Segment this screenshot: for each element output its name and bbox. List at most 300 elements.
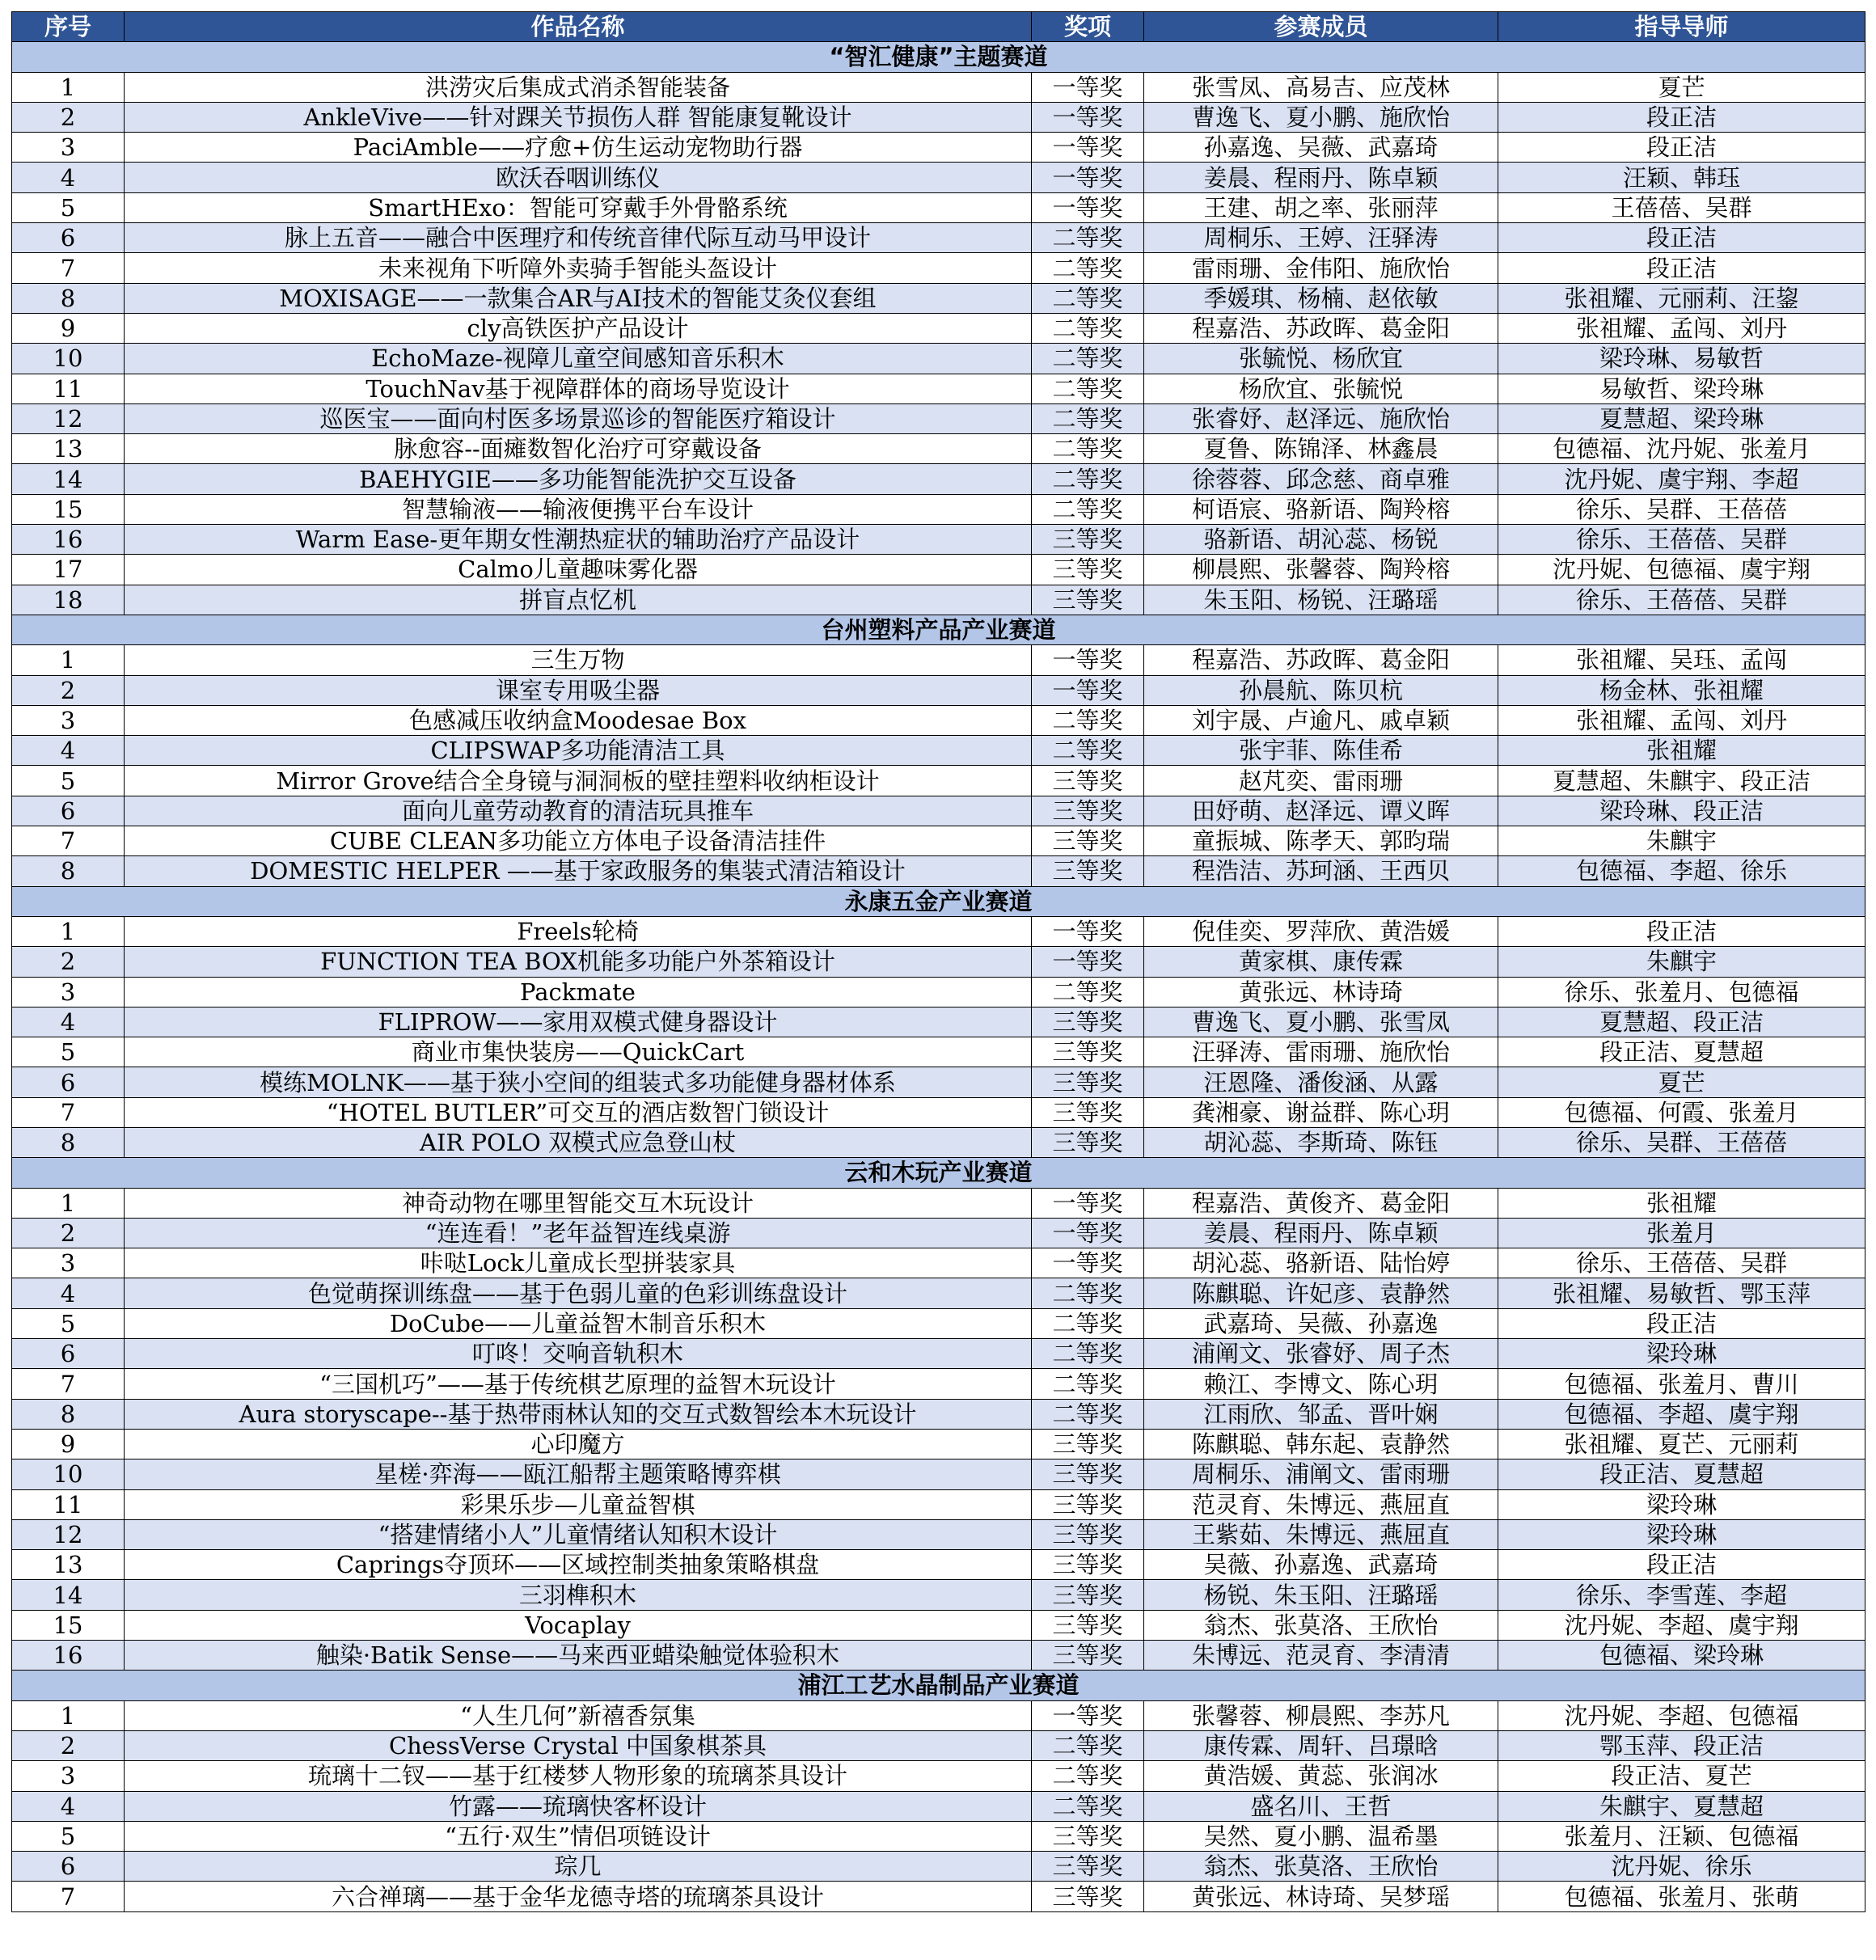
cell-work-title: 智慧输液——输液便携平台车设计 xyxy=(125,494,1032,524)
cell-members: 胡沁蕊、李斯琦、陈钰 xyxy=(1144,1127,1498,1157)
cell-work-title: 色感减压收纳盒Moodesae Box xyxy=(125,705,1032,735)
cell-members: 黄张远、林诗琦、吴梦瑶 xyxy=(1144,1882,1498,1911)
table-row xyxy=(12,1730,1865,1760)
cell-award: 二等奖 xyxy=(1032,283,1144,313)
cell-index: 18 xyxy=(12,585,125,615)
cell-work-title: CUBE CLEAN多功能立方体电子设备清洁挂件 xyxy=(125,826,1032,856)
cell-index: 12 xyxy=(12,1519,125,1549)
cell-members: 张毓悦、杨欣宜 xyxy=(1144,344,1498,374)
cell-award: 三等奖 xyxy=(1032,1489,1144,1519)
table-row xyxy=(12,977,1865,1007)
cell-index: 1 xyxy=(12,645,125,675)
cell-work-title: “三国机巧”——基于传统棋艺原理的益智木玩设计 xyxy=(125,1369,1032,1399)
table-row xyxy=(12,313,1865,343)
cell-mentors: 张祖耀、吴珏、孟闯 xyxy=(1498,645,1865,675)
cell-members: 康传霖、周轩、吕璟晗 xyxy=(1144,1730,1498,1760)
table-row xyxy=(12,464,1865,494)
cell-work-title: FLIPROW——家用双模式健身器设计 xyxy=(125,1007,1032,1037)
cell-award: 三等奖 xyxy=(1032,1127,1144,1157)
cell-mentors: 张祖耀、孟闯、刘丹 xyxy=(1498,705,1865,735)
cell-mentors: 包德福、梁玲琳 xyxy=(1498,1641,1865,1671)
table-row xyxy=(12,1852,1865,1882)
cell-index: 11 xyxy=(12,374,125,403)
cell-award: 二等奖 xyxy=(1032,1791,1144,1821)
cell-members: 王紫茹、朱博远、燕屈直 xyxy=(1144,1519,1498,1549)
header-mentors: 指导导师 xyxy=(1498,12,1865,42)
cell-work-title: BAEHYGIE——多功能智能洗护交互设备 xyxy=(125,464,1032,494)
cell-members: 范灵育、朱博远、燕屈直 xyxy=(1144,1489,1498,1519)
section-title: 云和木玩产业赛道 xyxy=(12,1158,1865,1188)
cell-index: 1 xyxy=(12,72,125,102)
cell-mentors: 张祖耀 xyxy=(1498,1188,1865,1218)
cell-index: 7 xyxy=(12,826,125,856)
table-row xyxy=(12,1791,1865,1821)
cell-mentors: 徐乐、王蓓蓓、吴群 xyxy=(1498,1248,1865,1278)
table-row xyxy=(12,1007,1865,1037)
cell-members: 雷雨珊、金伟阳、施欣怡 xyxy=(1144,253,1498,283)
cell-award: 二等奖 xyxy=(1032,223,1144,253)
cell-mentors: 段正洁 xyxy=(1498,1308,1865,1338)
cell-index: 10 xyxy=(12,344,125,374)
cell-award: 三等奖 xyxy=(1032,1097,1144,1127)
cell-mentors: 易敏哲、梁玲琳 xyxy=(1498,374,1865,403)
cell-members: 倪佳奕、罗萍欣、黄浩媛 xyxy=(1144,916,1498,946)
cell-members: 王建、胡之率、张丽萍 xyxy=(1144,192,1498,222)
cell-award: 一等奖 xyxy=(1032,1218,1144,1248)
cell-award: 二等奖 xyxy=(1032,1369,1144,1399)
cell-award: 三等奖 xyxy=(1032,766,1144,796)
cell-members: 张雪凤、高易吉、应茂林 xyxy=(1144,72,1498,102)
table-row xyxy=(12,283,1865,313)
cell-members: 夏鲁、陈锦泽、林鑫晨 xyxy=(1144,434,1498,464)
cell-members: 孙嘉逸、吴薇、武嘉琦 xyxy=(1144,133,1498,163)
cell-members: 江雨欣、邹孟、晋叶娴 xyxy=(1144,1399,1498,1429)
cell-work-title: 三羽榫积木 xyxy=(125,1580,1032,1610)
table-row xyxy=(12,1369,1865,1399)
cell-members: 陈麒聪、韩东起、袁静然 xyxy=(1144,1429,1498,1459)
cell-mentors: 梁玲琳 xyxy=(1498,1489,1865,1519)
cell-mentors: 张羞月 xyxy=(1498,1218,1865,1248)
cell-award: 一等奖 xyxy=(1032,163,1144,192)
cell-award: 二等奖 xyxy=(1032,494,1144,524)
table-row xyxy=(12,796,1865,826)
cell-work-title: TouchNav基于视障群体的商场导览设计 xyxy=(125,374,1032,403)
cell-members: 田妤萌、赵泽远、谭义晖 xyxy=(1144,796,1498,826)
cell-mentors: 梁玲琳 xyxy=(1498,1519,1865,1549)
cell-work-title: 咔哒Lock儿童成长型拼装家具 xyxy=(125,1248,1032,1278)
table-row xyxy=(12,1248,1865,1278)
cell-work-title: 模练MOLNK——基于狭小空间的组装式多功能健身器材体系 xyxy=(125,1067,1032,1097)
cell-members: 柯语宸、骆新语、陶羚榕 xyxy=(1144,494,1498,524)
cell-work-title: AIR POLO 双模式应急登山杖 xyxy=(125,1127,1032,1157)
cell-work-title: Mirror Grove结合全身镜与洞洞板的壁挂塑料收纳柜设计 xyxy=(125,766,1032,796)
section-title: “智汇健康”主题赛道 xyxy=(12,42,1865,72)
cell-work-title: DOMESTIC HELPER ——基于家政服务的集装式清洁箱设计 xyxy=(125,856,1032,886)
cell-members: 汪恩隆、潘俊涵、从露 xyxy=(1144,1067,1498,1097)
cell-index: 14 xyxy=(12,464,125,494)
cell-mentors: 夏慧超、朱麒宇、段正洁 xyxy=(1498,766,1865,796)
cell-mentors: 梁玲琳、易敏哲 xyxy=(1498,344,1865,374)
cell-work-title: DoCube——儿童益智木制音乐积木 xyxy=(125,1308,1032,1338)
cell-award: 一等奖 xyxy=(1032,1700,1144,1730)
cell-award: 一等奖 xyxy=(1032,133,1144,163)
cell-index: 14 xyxy=(12,1580,125,1610)
cell-work-title: 色觉萌探训练盘——基于色弱儿童的色彩训练盘设计 xyxy=(125,1278,1032,1308)
section-header-row xyxy=(12,42,1865,72)
cell-index: 8 xyxy=(12,283,125,313)
cell-award: 二等奖 xyxy=(1032,464,1144,494)
cell-index: 3 xyxy=(12,705,125,735)
cell-members: 张宇菲、陈佳希 xyxy=(1144,736,1498,766)
table-row xyxy=(12,1519,1865,1549)
cell-index: 2 xyxy=(12,1730,125,1760)
cell-award: 一等奖 xyxy=(1032,1248,1144,1278)
cell-members: 武嘉琦、吴薇、孙嘉逸 xyxy=(1144,1308,1498,1338)
cell-index: 6 xyxy=(12,796,125,826)
cell-members: 张馨蓉、柳晨熙、李苏凡 xyxy=(1144,1700,1498,1730)
cell-members: 程浩洁、苏珂涵、王西贝 xyxy=(1144,856,1498,886)
cell-index: 1 xyxy=(12,916,125,946)
cell-award: 二等奖 xyxy=(1032,1308,1144,1338)
table-row xyxy=(12,1459,1865,1489)
cell-members: 朱博远、范灵育、李清清 xyxy=(1144,1641,1498,1671)
table-row xyxy=(12,1610,1865,1640)
cell-mentors: 沈丹妮、徐乐 xyxy=(1498,1852,1865,1882)
cell-work-title: Packmate xyxy=(125,977,1032,1007)
cell-members: 盛名川、王哲 xyxy=(1144,1791,1498,1821)
cell-award: 二等奖 xyxy=(1032,253,1144,283)
cell-members: 黄家棋、康传霖 xyxy=(1144,947,1498,977)
cell-members: 周桐乐、王婷、汪驿涛 xyxy=(1144,223,1498,253)
cell-award: 二等奖 xyxy=(1032,1399,1144,1429)
cell-work-title: 触染·Batik Sense——马来西亚蜡染触觉体验积木 xyxy=(125,1641,1032,1671)
cell-members: 吴薇、孙嘉逸、武嘉琦 xyxy=(1144,1550,1498,1580)
table-row xyxy=(12,856,1865,886)
cell-members: 翁杰、张莫洛、王欣怡 xyxy=(1144,1610,1498,1640)
table-row xyxy=(12,1580,1865,1610)
cell-index: 9 xyxy=(12,313,125,343)
cell-mentors: 杨金林、张祖耀 xyxy=(1498,675,1865,705)
cell-work-title: 竹露——琉璃快客杯设计 xyxy=(125,1791,1032,1821)
section-title: 永康五金产业赛道 xyxy=(12,886,1865,916)
cell-mentors: 张祖耀、孟闯、刘丹 xyxy=(1498,313,1865,343)
cell-index: 15 xyxy=(12,494,125,524)
table-row xyxy=(12,555,1865,585)
table-row xyxy=(12,344,1865,374)
cell-index: 3 xyxy=(12,1761,125,1791)
cell-mentors: 张祖耀、元丽莉、汪鋆 xyxy=(1498,283,1865,313)
cell-mentors: 段正洁、夏芒 xyxy=(1498,1761,1865,1791)
cell-index: 8 xyxy=(12,1127,125,1157)
cell-index: 16 xyxy=(12,1641,125,1671)
cell-work-title: 巡医宝——面向村医多场景巡诊的智能医疗箱设计 xyxy=(125,403,1032,433)
cell-work-title: Vocaplay xyxy=(125,1610,1032,1640)
cell-work-title: “HOTEL BUTLER”可交互的酒店数智门锁设计 xyxy=(125,1097,1032,1127)
section-header-row xyxy=(12,615,1865,644)
cell-award: 三等奖 xyxy=(1032,1459,1144,1489)
cell-work-title: “人生几何”新禧香氛集 xyxy=(125,1700,1032,1730)
cell-mentors: 王蓓蓓、吴群 xyxy=(1498,192,1865,222)
cell-award: 二等奖 xyxy=(1032,736,1144,766)
cell-mentors: 张祖耀、夏芒、元丽莉 xyxy=(1498,1429,1865,1459)
cell-mentors: 段正洁 xyxy=(1498,253,1865,283)
cell-award: 三等奖 xyxy=(1032,585,1144,615)
cell-work-title: PaciAmble——疗愈+仿生运动宠物助行器 xyxy=(125,133,1032,163)
cell-index: 10 xyxy=(12,1459,125,1489)
cell-index: 3 xyxy=(12,1248,125,1278)
cell-mentors: 段正洁 xyxy=(1498,223,1865,253)
cell-award: 二等奖 xyxy=(1032,403,1144,433)
cell-work-title: Warm Ease-更年期女性潮热症状的辅助治疗产品设计 xyxy=(125,525,1032,555)
table-row xyxy=(12,705,1865,735)
cell-index: 3 xyxy=(12,133,125,163)
table-row xyxy=(12,1761,1865,1791)
table-row xyxy=(12,525,1865,555)
cell-award: 三等奖 xyxy=(1032,1007,1144,1037)
cell-mentors: 段正洁 xyxy=(1498,133,1865,163)
cell-index: 4 xyxy=(12,163,125,192)
cell-award: 三等奖 xyxy=(1032,1882,1144,1911)
cell-award: 一等奖 xyxy=(1032,72,1144,102)
cell-mentors: 朱麒宇 xyxy=(1498,947,1865,977)
cell-work-title: CLIPSWAP多功能清洁工具 xyxy=(125,736,1032,766)
cell-mentors: 夏慧超、梁玲琳 xyxy=(1498,403,1865,433)
cell-award: 一等奖 xyxy=(1032,916,1144,946)
cell-mentors: 徐乐、王蓓蓓、吴群 xyxy=(1498,525,1865,555)
cell-work-title: “连连看！”老年益智连线桌游 xyxy=(125,1218,1032,1248)
cell-award: 二等奖 xyxy=(1032,1278,1144,1308)
cell-mentors: 段正洁 xyxy=(1498,102,1865,132)
table-row xyxy=(12,163,1865,192)
table-row xyxy=(12,223,1865,253)
cell-award: 二等奖 xyxy=(1032,344,1144,374)
table-row xyxy=(12,1067,1865,1097)
table-row xyxy=(12,1429,1865,1459)
cell-award: 三等奖 xyxy=(1032,555,1144,585)
cell-members: 胡沁蕊、骆新语、陆怡婷 xyxy=(1144,1248,1498,1278)
cell-index: 6 xyxy=(12,223,125,253)
cell-members: 黄浩媛、黄蕊、张润冰 xyxy=(1144,1761,1498,1791)
cell-members: 杨锐、朱玉阳、汪璐瑶 xyxy=(1144,1580,1498,1610)
section-header-row xyxy=(12,1158,1865,1188)
cell-index: 2 xyxy=(12,675,125,705)
cell-award: 一等奖 xyxy=(1032,645,1144,675)
cell-work-title: cly高铁医护产品设计 xyxy=(125,313,1032,343)
cell-mentors: 夏慧超、段正洁 xyxy=(1498,1007,1865,1037)
cell-mentors: 张祖耀、易敏哲、鄂玉萍 xyxy=(1498,1278,1865,1308)
table-row xyxy=(12,72,1865,102)
cell-index: 8 xyxy=(12,1399,125,1429)
cell-work-title: 彩果乐步—儿童益智棋 xyxy=(125,1489,1032,1519)
cell-work-title: 未来视角下听障外卖骑手智能头盔设计 xyxy=(125,253,1032,283)
cell-index: 2 xyxy=(12,1218,125,1248)
cell-award: 一等奖 xyxy=(1032,192,1144,222)
cell-mentors: 沈丹妮、李超、包德福 xyxy=(1498,1700,1865,1730)
cell-work-title: 面向儿童劳动教育的清洁玩具推车 xyxy=(125,796,1032,826)
table-row xyxy=(12,494,1865,524)
cell-members: 翁杰、张莫洛、王欣怡 xyxy=(1144,1852,1498,1882)
cell-index: 5 xyxy=(12,1821,125,1851)
table-row xyxy=(12,1882,1865,1911)
table-row xyxy=(12,1399,1865,1429)
table-row xyxy=(12,1641,1865,1671)
cell-members: 朱玉阳、杨锐、汪璐瑶 xyxy=(1144,585,1498,615)
cell-award: 三等奖 xyxy=(1032,1037,1144,1067)
cell-work-title: AnkleVive——针对踝关节损伤人群 智能康复靴设计 xyxy=(125,102,1032,132)
cell-members: 吴然、夏小鹏、温希墨 xyxy=(1144,1821,1498,1851)
table-row xyxy=(12,1821,1865,1851)
cell-work-title: 拼盲点忆机 xyxy=(125,585,1032,615)
cell-mentors: 张羞月、汪颖、包德福 xyxy=(1498,1821,1865,1851)
cell-work-title: SmartHExo：智能可穿戴手外骨骼系统 xyxy=(125,192,1032,222)
cell-work-title: 三生万物 xyxy=(125,645,1032,675)
cell-index: 6 xyxy=(12,1339,125,1369)
cell-mentors: 沈丹妮、虞宇翔、李超 xyxy=(1498,464,1865,494)
cell-mentors: 段正洁、夏慧超 xyxy=(1498,1037,1865,1067)
table-row xyxy=(12,253,1865,283)
table-row xyxy=(12,1218,1865,1248)
table-row xyxy=(12,1339,1865,1369)
cell-award: 一等奖 xyxy=(1032,947,1144,977)
cell-mentors: 段正洁 xyxy=(1498,916,1865,946)
cell-work-title: 心印魔方 xyxy=(125,1429,1032,1459)
cell-index: 4 xyxy=(12,1278,125,1308)
cell-award: 三等奖 xyxy=(1032,1550,1144,1580)
section-title: 台州塑料产品产业赛道 xyxy=(12,615,1865,644)
cell-members: 周桐乐、浦阐文、雷雨珊 xyxy=(1144,1459,1498,1489)
cell-award: 二等奖 xyxy=(1032,1761,1144,1791)
cell-index: 15 xyxy=(12,1610,125,1640)
cell-members: 浦阐文、张睿妤、周子杰 xyxy=(1144,1339,1498,1369)
cell-work-title: 叮咚！交响音轨积木 xyxy=(125,1339,1032,1369)
cell-index: 4 xyxy=(12,1007,125,1037)
cell-index: 5 xyxy=(12,766,125,796)
cell-work-title: 脉愈容--面瘫数智化治疗可穿戴设备 xyxy=(125,434,1032,464)
table-row xyxy=(12,1037,1865,1067)
cell-work-title: “五行·双生”情侣项链设计 xyxy=(125,1821,1032,1851)
cell-award: 三等奖 xyxy=(1032,1821,1144,1851)
table-row xyxy=(12,766,1865,796)
table-row xyxy=(12,736,1865,766)
cell-members: 季媛琪、杨楠、赵依敏 xyxy=(1144,283,1498,313)
cell-award: 三等奖 xyxy=(1032,1429,1144,1459)
cell-award: 三等奖 xyxy=(1032,796,1144,826)
section-header-row xyxy=(12,886,1865,916)
cell-work-title: ChessVerse Crystal 中国象棋茶具 xyxy=(125,1730,1032,1760)
table-row xyxy=(12,916,1865,946)
section-title: 浦江工艺水晶制品产业赛道 xyxy=(12,1671,1865,1700)
cell-index: 3 xyxy=(12,977,125,1007)
cell-members: 徐蓉蓉、邱念慈、商卓雅 xyxy=(1144,464,1498,494)
table-row xyxy=(12,403,1865,433)
cell-index: 7 xyxy=(12,253,125,283)
cell-work-title: 琮几 xyxy=(125,1852,1032,1882)
cell-mentors: 张祖耀 xyxy=(1498,736,1865,766)
cell-members: 曹逸飞、夏小鹏、张雪凤 xyxy=(1144,1007,1498,1037)
header-index: 序号 xyxy=(12,12,125,42)
cell-members: 刘宇晟、卢逾凡、戚卓颖 xyxy=(1144,705,1498,735)
cell-mentors: 夏芒 xyxy=(1498,72,1865,102)
cell-mentors: 夏芒 xyxy=(1498,1067,1865,1097)
table-row xyxy=(12,434,1865,464)
table-row xyxy=(12,1489,1865,1519)
cell-award: 三等奖 xyxy=(1032,1067,1144,1097)
cell-work-title: 课室专用吸尘器 xyxy=(125,675,1032,705)
cell-work-title: 欧沃吞咽训练仪 xyxy=(125,163,1032,192)
cell-index: 4 xyxy=(12,1791,125,1821)
cell-work-title: FUNCTION TEA BOX机能多功能户外茶箱设计 xyxy=(125,947,1032,977)
cell-award: 三等奖 xyxy=(1032,1519,1144,1549)
table-row xyxy=(12,1188,1865,1218)
cell-index: 7 xyxy=(12,1369,125,1399)
cell-award: 三等奖 xyxy=(1032,1580,1144,1610)
cell-members: 姜晨、程雨丹、陈卓颖 xyxy=(1144,1218,1498,1248)
cell-work-title: 六合禅璃——基于金华龙德寺塔的琉璃茶具设计 xyxy=(125,1882,1032,1911)
cell-mentors: 包德福、张羞月、张萌 xyxy=(1498,1882,1865,1911)
cell-mentors: 梁玲琳 xyxy=(1498,1339,1865,1369)
header-row xyxy=(12,12,1865,42)
cell-index: 9 xyxy=(12,1429,125,1459)
cell-award: 三等奖 xyxy=(1032,1641,1144,1671)
cell-index: 11 xyxy=(12,1489,125,1519)
cell-members: 杨欣宜、张毓悦 xyxy=(1144,374,1498,403)
cell-mentors: 朱麒宇、夏慧超 xyxy=(1498,1791,1865,1821)
table-row xyxy=(12,826,1865,856)
cell-members: 陈麒聪、许妃彦、袁静然 xyxy=(1144,1278,1498,1308)
cell-index: 7 xyxy=(12,1097,125,1127)
cell-award: 二等奖 xyxy=(1032,1339,1144,1369)
cell-work-title: Freels轮椅 xyxy=(125,916,1032,946)
cell-members: 赖江、李博文、陈心玥 xyxy=(1144,1369,1498,1399)
cell-mentors: 段正洁 xyxy=(1498,1550,1865,1580)
cell-members: 赵芃奕、雷雨珊 xyxy=(1144,766,1498,796)
cell-index: 1 xyxy=(12,1188,125,1218)
cell-award: 一等奖 xyxy=(1032,1188,1144,1218)
cell-work-title: 商业市集快装房——QuickCart xyxy=(125,1037,1032,1067)
table-row xyxy=(12,585,1865,615)
table-row xyxy=(12,675,1865,705)
cell-members: 童振城、陈孝天、郭昀瑞 xyxy=(1144,826,1498,856)
table-row xyxy=(12,1278,1865,1308)
header-award: 奖项 xyxy=(1032,12,1144,42)
cell-mentors: 包德福、何霞、张羞月 xyxy=(1498,1097,1865,1127)
cell-mentors: 包德福、张羞月、曹川 xyxy=(1498,1369,1865,1399)
cell-index: 8 xyxy=(12,856,125,886)
cell-award: 二等奖 xyxy=(1032,977,1144,1007)
cell-award: 三等奖 xyxy=(1032,525,1144,555)
cell-mentors: 徐乐、吴群、王蓓蓓 xyxy=(1498,1127,1865,1157)
cell-mentors: 沈丹妮、李超、虞宇翔 xyxy=(1498,1610,1865,1640)
cell-index: 2 xyxy=(12,102,125,132)
cell-award: 三等奖 xyxy=(1032,826,1144,856)
cell-work-title: MOXISAGE——一款集合AR与AI技术的智能艾灸仪套组 xyxy=(125,283,1032,313)
cell-index: 16 xyxy=(12,525,125,555)
section-header-row xyxy=(12,1671,1865,1700)
cell-members: 程嘉浩、黄俊齐、葛金阳 xyxy=(1144,1188,1498,1218)
cell-index: 4 xyxy=(12,736,125,766)
cell-index: 13 xyxy=(12,1550,125,1580)
table-row xyxy=(12,1308,1865,1338)
table-row xyxy=(12,133,1865,163)
cell-mentors: 包德福、李超、虞宇翔 xyxy=(1498,1399,1865,1429)
cell-award: 三等奖 xyxy=(1032,1610,1144,1640)
cell-members: 骆新语、胡沁蕊、杨锐 xyxy=(1144,525,1498,555)
cell-work-title: Aura storyscape--基于热带雨林认知的交互式数智绘本木玩设计 xyxy=(125,1399,1032,1429)
cell-index: 5 xyxy=(12,1308,125,1338)
cell-mentors: 汪颖、韩珏 xyxy=(1498,163,1865,192)
cell-mentors: 沈丹妮、包德福、虞宇翔 xyxy=(1498,555,1865,585)
cell-index: 5 xyxy=(12,192,125,222)
